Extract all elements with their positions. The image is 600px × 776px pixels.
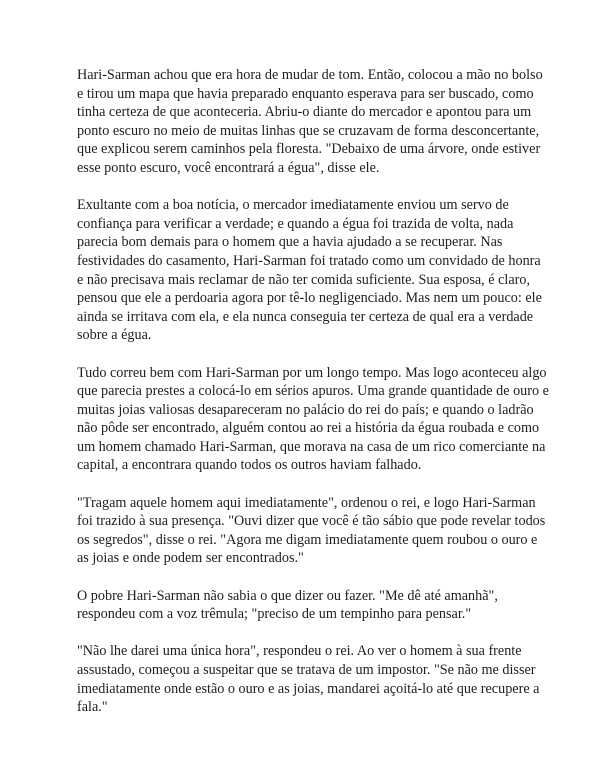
paragraph-2: Exultante com a boa notícia, o mercador imediatamente enviou um servo de confiança para verificar a verdade; e quando a égua foi trazida de volta, nada parecia bom demais para o homem que a havia ajudado a se recuperar. Nas festividades do casamento, Hari-Sarman foi tratado como um convidado de honra e não precisava mais reclamar de não ter comida suficiente. Sua esposa, é claro, pensou que ele a perdoaria agora por tê-lo negligenciado. Mas nem um pouco: ele ainda se irritava com ela, e ela nunca conseguia ter certeza de qual era a verdade sobre a égua. xyxy=(77,197,542,344)
paragraph-4: "Tragam aquele homem aqui imediatamente", ordenou o rei, e logo Hari-Sarman foi trazido à sua presença. "Ouvi dizer que você é tão sábio que pode revelar todos os segredos", disse o rei. "Agora me digam imediatamente quem roubou o ouro e as joias e onde podem ser encontrados." xyxy=(77,494,546,567)
paragraph-1: Hari-Sarman achou que era hora de mudar de tom. Então, colocou a mão no bolso e tirou um mapa que havia preparado enquanto esperava para ser buscado, como tinha certeza de que aconteceria. Abriu-o diante do mercador e apontou para um ponto escuro no meio de muitas linhas que se cruzavam de forma desconcertante, que explicou serem caminhos pela floresta. "Debaixo de uma árvore, onde estiver esse ponto escuro, você encontrará a égua", disse ele. xyxy=(77,67,543,176)
paragraph-5: O pobre Hari-Sarman não sabia o que dizer ou fazer. "Me dê até amanhã", respondeu com a voz trêmula; "preciso de um tempinho para pensar." xyxy=(77,587,498,623)
paragraph-3: Tudo correu bem com Hari-Sarman por um longo tempo. Mas logo aconteceu algo que parecia prestes a colocá-lo em sérios apuros. Uma grande quantidade de ouro e muitas joias valiosas desapareceram no palácio do rei do país; e quando o ladrão não pôde ser encontrado, alguém contou ao rei a história da égua roubada e como um homem chamado Hari-Sarman, que morava na casa de um rico comerciante na capital, a encontrara quando todos os outros haviam falhado. xyxy=(77,364,549,474)
paragraph-6: "Não lhe darei uma única hora", respondeu o rei. Ao ver o homem à sua frente assustado, começou a suspeitar que se tratava de um impostor. "Se não me disser imediatamente onde estão o ouro e as joias, mandarei açoitá-lo até que recupere a fala." xyxy=(77,643,540,716)
